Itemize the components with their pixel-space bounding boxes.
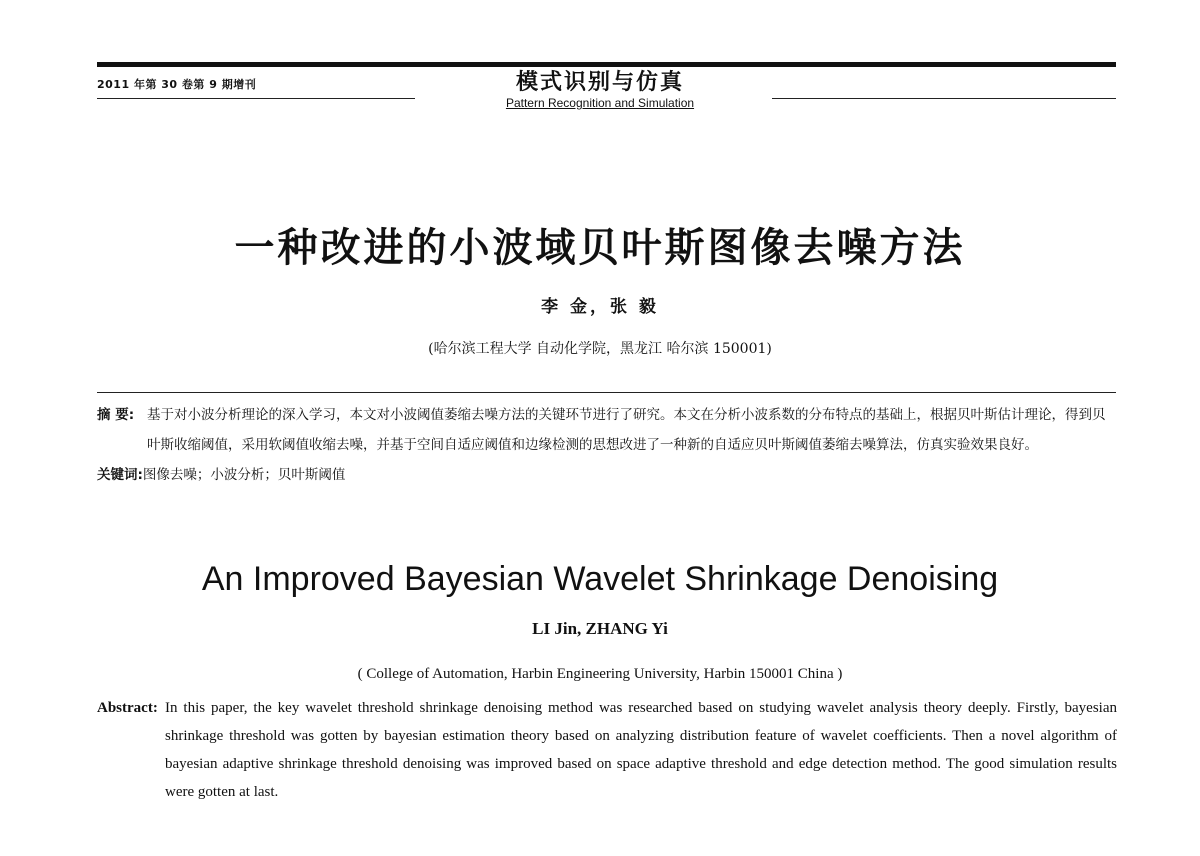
abstract-cn-label: 摘 要:	[97, 407, 135, 423]
affiliation-cn: (哈尔滨工程大学 自动化学院，黑龙江 哈尔滨 150001)	[428, 341, 772, 357]
abstract-cn-text: 基于对小波分析理论的深入学习，本文对小波阈值萎缩去噪方法的关键环节进行了研究。本文在分析小波系数的分布特点的基础上，根据贝叶斯估计理论，得到贝叶斯收缩阈值，采用软阈值收缩去噪，并基于空间自适应阈值和边缘检测的思想改进了一种新的自适应贝叶斯阈值萎缩去噪算法，仿真实验效果良好。	[147, 407, 1106, 453]
header-rule-right	[772, 98, 1116, 99]
authors-en: LI Jin, ZHANG Yi	[532, 619, 668, 638]
abstract-cn-block	[97, 400, 1117, 490]
abstract-en	[97, 694, 1117, 806]
abstract-cn	[97, 400, 1117, 460]
issue-info: 2011 年第 30 卷第 9 期增刊	[97, 78, 257, 91]
affiliation-en: ( College of Automation, Harbin Engineering University, Harbin 150001 China )	[357, 666, 843, 682]
journal-name-en: Pattern Recognition and Simulation	[505, 96, 695, 110]
header-rule-left	[97, 98, 415, 99]
section-rule	[97, 392, 1116, 393]
keywords-cn	[97, 460, 1117, 490]
keywords-cn-label: 关键词:	[97, 467, 143, 483]
paper-title-cn: 一种改进的小波域贝叶斯图像去噪方法	[234, 225, 966, 271]
header-top-rule	[97, 62, 1116, 67]
authors-cn: 李 金，张 毅	[541, 297, 659, 317]
paper-title-en: An Improved Bayesian Wavelet Shrinkage Denoising	[201, 560, 999, 598]
journal-header	[466, 70, 734, 111]
abstract-en-text: In this paper, the key wavelet threshold shrinkage denoising method was researched based on studying wavelet analysis theory deeply. Firstly, bayesian shrinkage threshold was gotten by bayesian estimation theory based on analyzing distribution feature of wavelet coefficients. Then a novel algorithm of bayesian adaptive shrinkage threshold denoising was improved based on space adaptive threshold and edge detection method. The good simulation results were gotten at last.	[165, 700, 1117, 800]
abstract-en-label: Abstract:	[97, 700, 158, 716]
keywords-cn-text: 图像去噪；小波分析；贝叶斯阈值	[142, 467, 346, 483]
journal-name-cn: 模式识别与仿真	[515, 70, 684, 95]
